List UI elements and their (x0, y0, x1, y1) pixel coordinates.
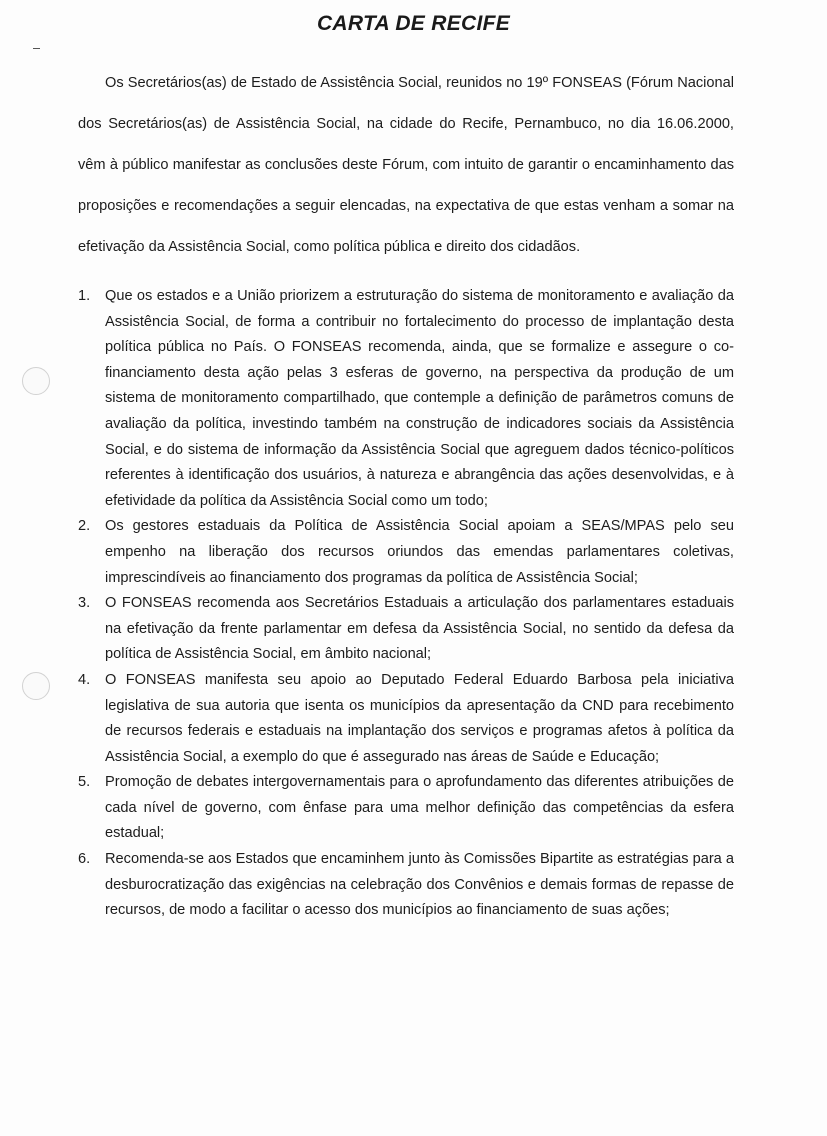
item-number: 2. (78, 518, 91, 535)
list-item (78, 591, 734, 668)
item-number: 4. (78, 671, 91, 688)
list-item (78, 668, 734, 770)
item-number: 5. (78, 774, 91, 791)
punch-hole (22, 367, 50, 395)
list-item (78, 770, 734, 847)
item-text: O FONSEAS manifesta seu apoio ao Deputado Federal Eduardo Barbosa pela iniciativa legislativa de sua autoria que isenta os municípios da apresentação da CND para recebimento de recursos federais e estaduais na implantação dos serviços e programas afetos à política da Assistência Social, a exemplo do que é assegurado nas áreas de Saúde e Educação; (105, 671, 734, 765)
intro-paragraph: Os Secretários(as) de Estado de Assistência Social, reunidos no 19º FONSEAS (Fórum Nacional dos Secretários(as) de Assistência Social, na cidade do Recife, Pernambuco, no dia 16.06.2000, vêm à público manifestar as conclusões deste Fórum, com intuito de garantir o encaminhamento das proposições e recomendações a seguir elencadas, na expectativa de que estas venham a somar na efetivação da Assistência Social, como política pública e direito dos cidadãos. (78, 75, 734, 255)
scan-mark (33, 48, 40, 49)
item-text: Promoção de debates intergovernamentais para o aprofundamento das diferentes atribuições de cada nível de governo, com ênfase para uma melhor definição das competências da esfera estadual; (105, 774, 734, 842)
list-item (78, 514, 734, 591)
item-text: Que os estados e a União priorizem a estruturação do sistema de monitoramento e avaliação da Assistência Social, de forma a contribuir no fortalecimento do processo de implantação desta política pública no País. O FONSEAS recomenda, ainda, que se formalize e assegure o co-financiamento desta ação pelas 3 esferas de governo, na perspectiva da produção de um sistema de monitoramento compartilhado, que contemple a definição de parâmetros comuns de avaliação da política, investindo também na construção de indicadores sociais da Assistência Social, e do sistema de informação da Assistência Social que agreguem dados técnico-políticos referentes à identificação dos usuários, à natureza e abrangência das ações desenvolvidas, e à efetividade da política da Assistência Social como um todo; (105, 288, 734, 509)
item-text: Recomenda-se aos Estados que encaminhem junto às Comissões Bipartite as estratégias para a desburocratização das exigências na celebração dos Convênios e demais formas de repasse de recursos, de modo a facilitar o acesso dos municípios ao financiamento de suas ações; (105, 851, 734, 919)
item-text: Os gestores estaduais da Política de Assistência Social apoiam a SEAS/MPAS pelo seu empenho na liberação dos recursos oriundos das emendas parlamentares coletivas, imprescindíveis ao financiamento dos programas da política de Assistência Social; (105, 518, 734, 586)
item-number: 3. (78, 595, 91, 612)
item-number: 6. (78, 851, 91, 868)
document-title: CARTA DE RECIFE (316, 12, 511, 35)
punch-hole (22, 672, 50, 700)
list-item (78, 847, 734, 924)
recommendations-list (78, 284, 734, 924)
list-item (78, 284, 734, 514)
item-text: O FONSEAS recomenda aos Secretários Estaduais a articulação dos parlamentares estaduais na efetivação da frente parlamentar em defesa da Assistência Social, no sentido da defesa da política de Assistência Social, em âmbito nacional; (105, 595, 734, 663)
item-number: 1. (78, 288, 91, 304)
